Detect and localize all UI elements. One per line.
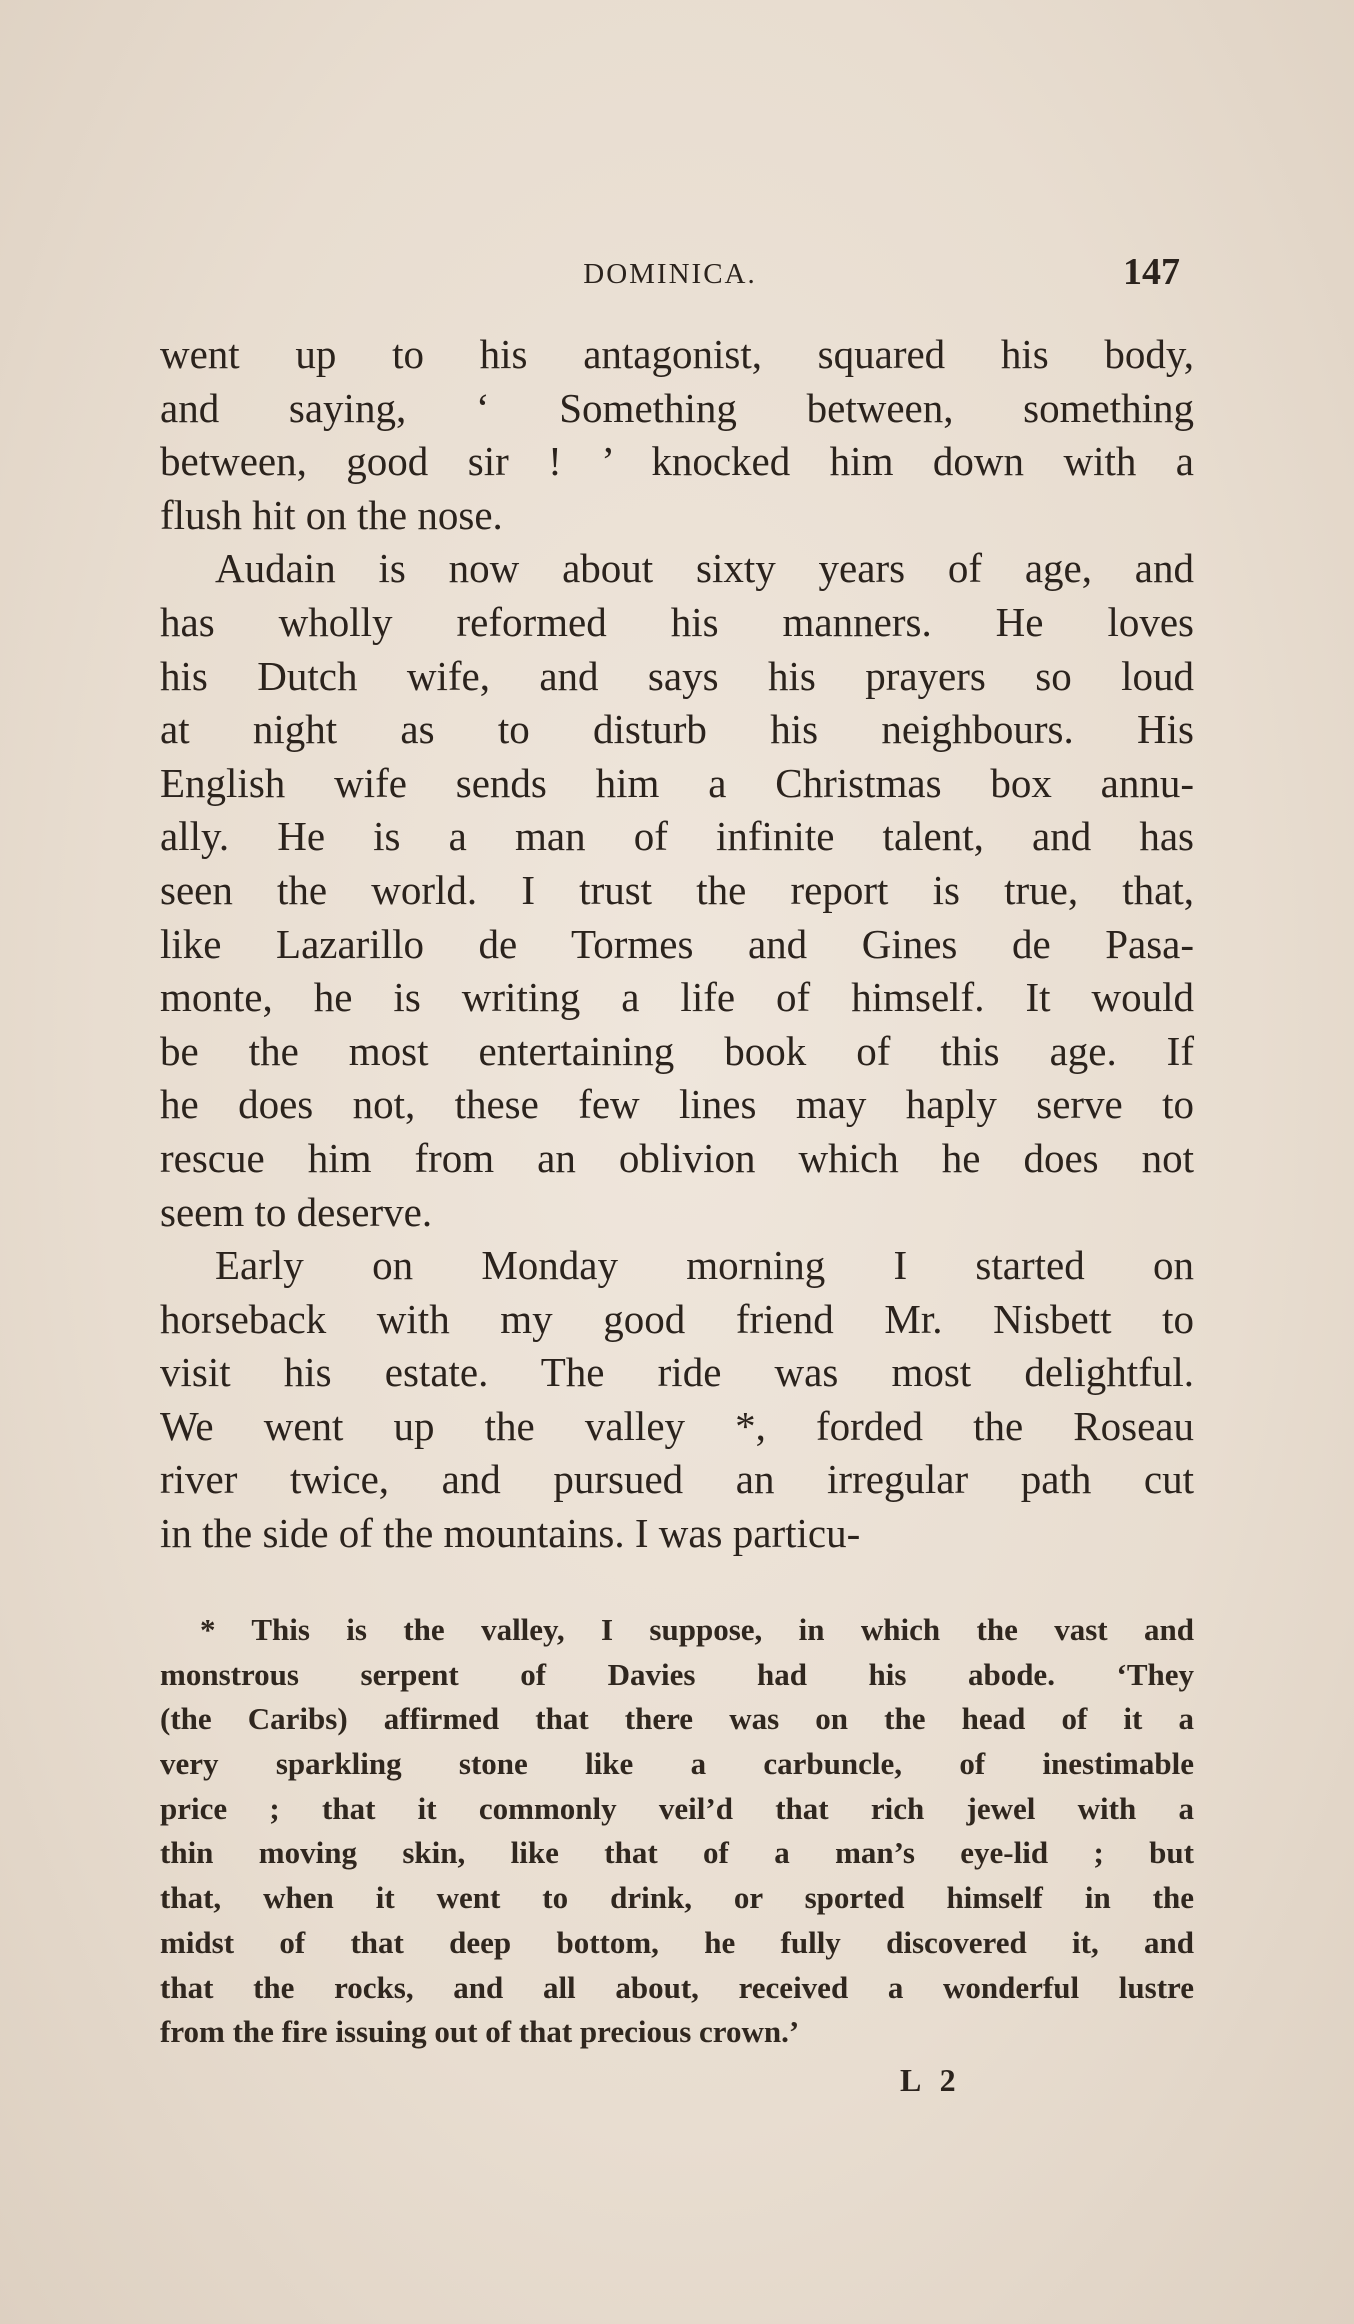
body-line: seen the world. I trust the report is true, that, [160, 866, 1194, 913]
footnote-line: (the Caribs) affirmed that there was on the head of it a [160, 1701, 1194, 1737]
body-line: Early on Monday morning I started on [215, 1242, 1194, 1289]
footnote [160, 1608, 1194, 2055]
running-header [160, 250, 1194, 300]
body-line: We went up the valley *, forded the Roseau [160, 1402, 1194, 1449]
body-line: Audain is now about sixty years of age, and [215, 545, 1194, 592]
body-line: and saying, ‘ Something between, something [160, 384, 1194, 431]
signature-mark: L 2 [900, 2062, 962, 2098]
footnote-line: price ; that it commonly veil’d that rich jewel with a [160, 1790, 1194, 1826]
body-line: flush hit on the nose. [160, 491, 503, 538]
body-line: ally. He is a man of infinite talent, and has [160, 813, 1194, 860]
footnote-line: that, when it went to drink, or sported himself in the [160, 1880, 1194, 1916]
body-line: has wholly reformed his manners. He loves [160, 598, 1194, 645]
body-line: horseback with my good friend Mr. Nisbett to [160, 1295, 1194, 1342]
body-line: in the side of the mountains. I was particu- [160, 1510, 861, 1557]
footnote-line: that the rocks, and all about, received a wonderful lustre [160, 1969, 1194, 2005]
page-number: 147 [1123, 251, 1180, 293]
footnote-line: very sparkling stone like a carbuncle, of inestimable [160, 1746, 1194, 1782]
footnote-line: * This is the valley, I suppose, in which the vast and [200, 1612, 1194, 1647]
body-line: he does not, these few lines may haply serve to [160, 1081, 1194, 1128]
body-line: like Lazarillo de Tormes and Gines de Pasa- [160, 920, 1194, 967]
body-line: between, good sir ! ’ knocked him down with a [160, 438, 1194, 485]
body-line: his Dutch wife, and says his prayers so loud [160, 652, 1194, 699]
body-line: seem to deserve. [160, 1188, 433, 1235]
footnote-line: midst of that deep bottom, he fully discovered it, and [160, 1924, 1194, 1960]
footnote-line: from the fire issuing out of that precious crown.’ [160, 2014, 800, 2050]
body-line: monte, he is writing a life of himself. It would [160, 974, 1194, 1021]
body-text [160, 328, 1194, 1561]
footnote-line: monstrous serpent of Davies had his abode. ‘They [160, 1656, 1194, 1692]
body-line: at night as to disturb his neighbours. His [160, 706, 1194, 753]
body-line: rescue him from an oblivion which he does not [160, 1134, 1194, 1181]
body-line: went up to his antagonist, squared his body, [160, 331, 1194, 377]
running-title: DOMINICA. [583, 258, 757, 290]
body-line: be the most entertaining book of this age. If [160, 1027, 1194, 1074]
body-line: English wife sends him a Christmas box annu- [160, 759, 1194, 806]
footnote-line: thin moving skin, like that of a man’s eye-lid ; but [160, 1835, 1194, 1871]
body-line: river twice, and pursued an irregular path cut [160, 1456, 1194, 1503]
body-line: visit his estate. The ride was most delightful. [160, 1349, 1194, 1396]
